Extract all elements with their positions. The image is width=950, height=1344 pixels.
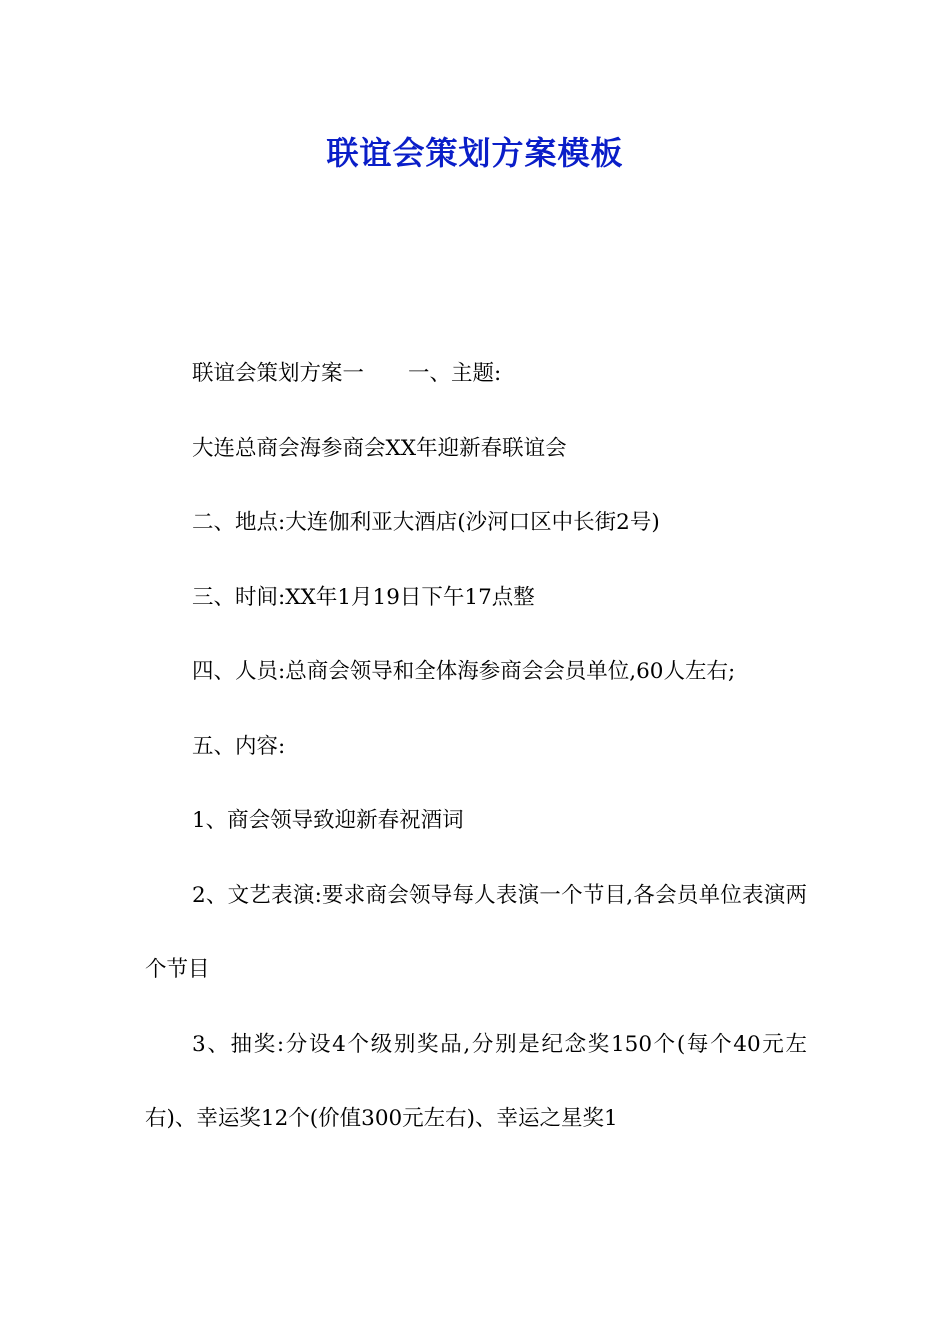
- theme-heading: 一、主题:: [408, 361, 502, 386]
- paragraph-item-performance: 2、文艺表演:要求商会领导每人表演一个节目,各会员单位表演两个节目: [145, 882, 807, 982]
- document-title: 联谊会策划方案模板: [326, 134, 624, 172]
- paragraph-time: 三、时间:XX年1月19日下午17点整: [192, 584, 535, 610]
- paragraph-plan-one: [145, 337, 807, 412]
- paragraph-theme: 大连总商会海参商会XX年迎新春联谊会: [192, 435, 567, 461]
- paragraph-item-lottery: 3、抽奖:分设4个级别奖品,分别是纪念奖150个(每个40元左右)、幸运奖12个(价值300元左右)、幸运之星奖1: [145, 1031, 807, 1131]
- paragraph-content-heading: 五、内容:: [192, 733, 286, 759]
- plan-one-label: 联谊会策划方案一: [192, 361, 365, 386]
- paragraph-item-toast: 1、商会领导致迎新春祝酒词: [192, 808, 464, 833]
- paragraph-attendees: 四、人员:总商会领导和全体海参商会会员单位,60人左右;: [192, 659, 736, 684]
- document-body: [145, 337, 807, 1157]
- paragraph-location: 二、地点:大连伽利亚大酒店(沙河口区中长街2号): [192, 510, 660, 535]
